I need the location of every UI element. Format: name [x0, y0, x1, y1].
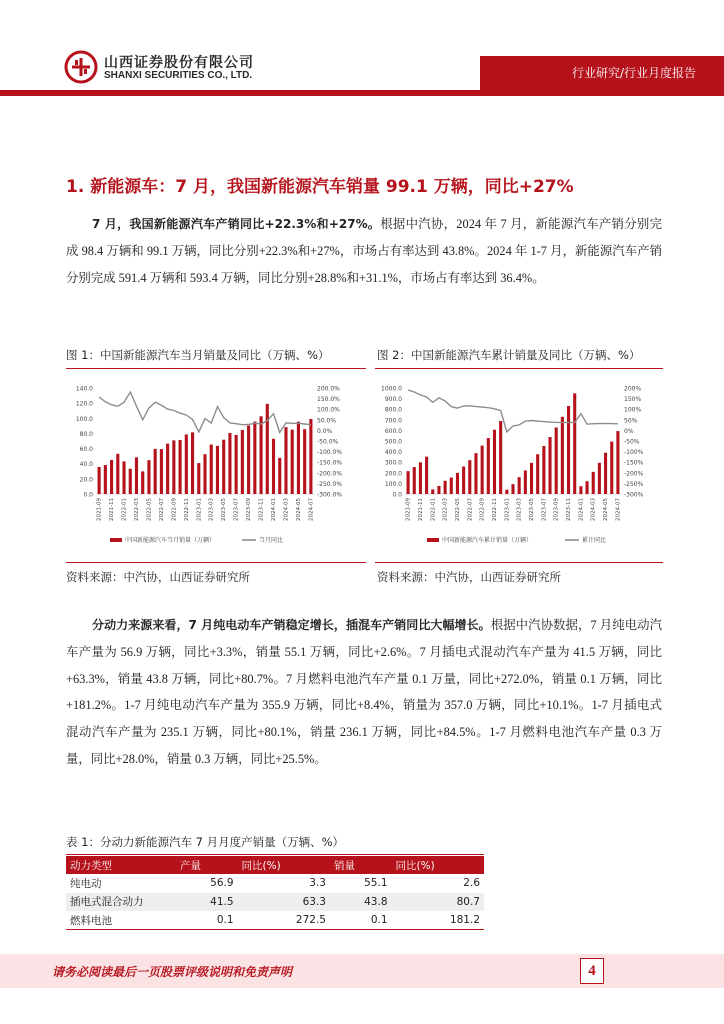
x-tick-label: 2023-01: [504, 498, 511, 521]
y-tick-label-left: 300.0: [384, 459, 402, 467]
bar: [505, 490, 508, 494]
bar: [309, 419, 312, 494]
table-row: [66, 893, 484, 912]
table-cell: 63.3: [238, 893, 330, 912]
bar: [303, 429, 306, 494]
x-tick-label: 2023-03: [516, 498, 523, 521]
bar: [474, 453, 477, 494]
bar: [598, 463, 601, 494]
table-cell: 插电式混合动力: [66, 893, 176, 912]
table-1-rule: [66, 854, 484, 855]
y-tick-label-right: -250.0%: [317, 480, 343, 488]
x-tick-label: 2023-11: [258, 498, 265, 521]
x-tick-label: 2022-01: [121, 498, 128, 521]
y-tick-label-right: -300%: [624, 491, 644, 499]
y-tick-label-left: 140.0: [75, 385, 93, 393]
table-cell: 3.3: [309, 877, 326, 890]
bar: [561, 417, 564, 494]
table-header-cell: 同比(%): [238, 856, 330, 874]
table-1-title: 表 1：分动力新能源汽车 7 月月度产销量（万辆、%）: [66, 835, 345, 849]
bar: [110, 460, 113, 494]
y-tick-label-left: 800.0: [384, 406, 402, 414]
x-tick-label: 2024-01: [578, 498, 585, 521]
figure-1-bottom-rule: [66, 562, 366, 563]
bar: [407, 471, 410, 494]
x-tick-label: 2023-03: [208, 498, 215, 521]
y-tick-label-right: -150%: [624, 459, 644, 467]
x-tick-label: 2022-11: [183, 498, 190, 521]
table-header-cell: 动力类型: [66, 856, 176, 874]
table-cell: 56.9: [210, 877, 234, 890]
bar: [555, 427, 558, 494]
x-tick-label: 2024-05: [603, 498, 610, 521]
y-tick-label-right: -300.0%: [317, 491, 343, 499]
x-tick-label: 2022-01: [430, 498, 437, 521]
y-tick-label-right: -200%: [624, 470, 644, 478]
y-tick-label-left: 60.0: [79, 446, 93, 454]
y-tick-label-right: 200.0%: [317, 385, 340, 393]
y-tick-label-right: -50%: [624, 438, 640, 446]
legend-label-bar: 中国新能源汽车累计销量（万辆）: [442, 537, 533, 544]
bar: [579, 486, 582, 494]
x-tick-label: 2024-03: [590, 498, 597, 521]
series-line: [99, 392, 311, 432]
bar: [172, 440, 175, 494]
table-header-row: [66, 856, 484, 874]
paragraph-1: [66, 211, 662, 291]
bar: [413, 467, 416, 494]
section-title: 1. 新能源车：7 月，我国新能源汽车销量 99.1 万辆，同比+27%: [66, 177, 574, 197]
y-tick-label-left: 200.0: [384, 470, 402, 478]
figure-2-bottom-rule: [375, 562, 663, 563]
bar: [253, 422, 256, 494]
table-row: [66, 911, 484, 930]
bar: [179, 440, 182, 494]
bar: [431, 489, 434, 494]
bar: [247, 426, 250, 494]
bar: [518, 477, 521, 494]
table-cell: 41.5: [176, 893, 238, 912]
table-cell: 272.5: [238, 911, 330, 930]
bar: [116, 454, 119, 494]
bar: [481, 446, 484, 494]
bar: [129, 469, 132, 494]
x-tick-label: 2023-11: [566, 498, 573, 521]
table-cell: 2.6: [463, 877, 480, 890]
bar: [456, 473, 459, 494]
bar: [536, 454, 539, 494]
x-tick-label: 2022-03: [442, 498, 449, 521]
header-band: [480, 56, 724, 90]
x-tick-label: 2024-05: [295, 498, 302, 521]
bar: [241, 430, 244, 494]
table-row: [66, 874, 484, 893]
bar: [297, 422, 300, 494]
y-tick-label-right: 100.0%: [317, 406, 340, 414]
bar: [284, 427, 287, 494]
bar: [586, 481, 589, 494]
bar: [235, 435, 238, 494]
bar: [154, 449, 157, 494]
bar: [616, 431, 619, 494]
table-cell: 0.1: [176, 911, 238, 930]
table-header-cell: 产量: [176, 856, 238, 874]
company-name-en: SHANXI SECURITIES CO., LTD.: [104, 70, 253, 81]
x-tick-label: 2024-07: [308, 498, 315, 521]
y-tick-label-left: 100.0: [384, 480, 402, 488]
x-tick-label: 2022-07: [467, 498, 474, 521]
bar: [499, 421, 502, 494]
x-tick-label: 2023-01: [196, 498, 203, 521]
x-tick-label: 2024-01: [271, 498, 278, 521]
x-tick-label: 2022-11: [491, 498, 498, 521]
bar: [260, 416, 263, 494]
page-header: [0, 0, 724, 100]
y-tick-label-left: 40.0: [79, 461, 93, 469]
bar: [197, 463, 200, 494]
paragraph-2: [66, 612, 662, 773]
y-tick-label-left: 400.0: [384, 449, 402, 457]
x-tick-label: 2022-07: [158, 498, 165, 521]
x-tick-label: 2023-09: [246, 498, 253, 521]
bar: [166, 444, 169, 494]
y-tick-label-left: 500.0: [384, 438, 402, 446]
y-tick-label-right: -250%: [624, 480, 644, 488]
footer-disclaimer: 请务必阅读最后一页股票评级说明和免责声明: [52, 965, 293, 979]
bar: [573, 393, 576, 494]
y-tick-label-right: 150%: [624, 396, 642, 404]
y-tick-label-left: 700.0: [384, 417, 402, 425]
bar: [419, 462, 422, 494]
figure-1-title: 图 1：中国新能源汽车当月销量及同比（万辆、%）: [66, 348, 330, 362]
bar: [604, 453, 607, 494]
bar: [141, 471, 144, 494]
bar: [222, 440, 225, 494]
company-name-cn: 山西证券股份有限公司: [104, 55, 254, 71]
y-tick-label-left: 20.0: [79, 476, 93, 484]
figure-2-source: 资料来源：中汽协，山西证券研究所: [377, 570, 561, 584]
figure-1-chart: [66, 374, 366, 560]
x-tick-label: 2022-05: [146, 498, 153, 521]
figure-2-chart: [375, 374, 663, 560]
y-tick-label-right: -150.0%: [317, 459, 343, 467]
bar: [278, 458, 281, 494]
bar: [135, 457, 138, 494]
figure-1-top-rule: [66, 368, 366, 369]
bar: [147, 460, 150, 494]
table-header-cell: 销量: [330, 856, 392, 874]
x-tick-label: 2021-09: [405, 498, 412, 521]
y-tick-label-left: 100.0: [75, 415, 93, 423]
y-tick-label-left: 600.0: [384, 427, 402, 435]
y-tick-label-left: 0.0: [83, 491, 93, 499]
bar: [542, 446, 545, 494]
table-cell: 80.7: [392, 893, 484, 912]
bar: [530, 463, 533, 494]
legend-label-bar: 中国新能源汽车当月销量（万辆）: [125, 537, 216, 544]
bar: [160, 449, 163, 494]
company-logo-icon: [64, 50, 98, 84]
x-tick-label: 2024-03: [283, 498, 290, 521]
bar: [548, 437, 551, 494]
paragraph-2-body: 根据中汽协数据，7 月纯电动汽车产量为 56.9 万辆，同比+3.3%，销量 55.1 万辆，同比+2.6%。7 月插电式混动汽车产量为 41.5 万辆，同比+63.3%，销量 43.8 万辆，同比+80.7%。7 月燃料电池汽车产量 0.1 万量，同比+272.0%，销量 0.1 万辆，同比+181.2%。1-7 月纯电动汽车产量为 355.9 万辆，同比+8.4%，销量为 357.0 万辆，同比+10.1%。1-7 月插电式混动汽车产量为 235.1 万辆，同比+80.1%，销量 236.1 万辆，同比+84.5%。1-7 月燃料电池汽车产量 0.3 万量，同比+28.0%，销量 0.3 万辆，同比+25.5%。: [66, 618, 662, 766]
paragraph-2-lead: 分动力来源来看，7 月纯电动车产销稳定增长，插混车产销同比大幅增长。: [92, 618, 491, 632]
table-cell: 43.8: [330, 893, 392, 912]
y-tick-label-right: 150.0%: [317, 396, 340, 404]
bar: [462, 466, 465, 494]
x-tick-label: 2021-11: [109, 498, 116, 521]
y-tick-label-right: -200.0%: [317, 470, 343, 478]
y-tick-label-right: 50%: [624, 417, 638, 425]
bar: [104, 465, 107, 494]
x-tick-label: 2024-07: [615, 498, 622, 521]
x-tick-label: 2022-05: [454, 498, 461, 521]
x-tick-label: 2023-05: [221, 498, 228, 521]
table-cell: 0.1: [330, 911, 392, 930]
bar: [592, 472, 595, 494]
x-tick-label: 2022-09: [171, 498, 178, 521]
figure-2-top-rule: [375, 368, 663, 369]
x-tick-label: 2022-03: [133, 498, 140, 521]
x-tick-label: 2023-05: [529, 498, 536, 521]
bar: [291, 430, 294, 494]
table-cell: 181.2: [392, 911, 484, 930]
x-tick-label: 2022-09: [479, 498, 486, 521]
bar: [450, 478, 453, 494]
table-header-cell: 同比(%): [392, 856, 484, 874]
series-line: [408, 390, 618, 432]
y-tick-label-left: 900.0: [384, 396, 402, 404]
bar: [493, 430, 496, 494]
bar: [437, 486, 440, 494]
bar: [610, 442, 613, 494]
bar: [98, 467, 101, 494]
report-type: 行业研究/行业月度报告: [571, 66, 696, 80]
table-cell: 纯电动: [70, 877, 102, 890]
figure-2-title: 图 2：中国新能源汽车累计销量及同比（万辆、%）: [377, 348, 641, 362]
legend-label-line: 当月同比: [259, 537, 284, 544]
table-1: [66, 856, 484, 930]
bar: [228, 433, 231, 494]
bar: [524, 470, 527, 494]
x-tick-label: 2023-07: [541, 498, 548, 521]
legend-swatch-bar: [110, 538, 122, 542]
header-rule: [0, 90, 724, 96]
bar: [272, 439, 275, 494]
x-tick-label: 2023-07: [233, 498, 240, 521]
bar: [122, 461, 125, 494]
bar: [425, 457, 428, 494]
bar: [216, 446, 219, 494]
y-tick-label-left: 80.0: [79, 430, 93, 438]
bar: [567, 406, 570, 494]
y-tick-label-right: 50.0%: [317, 417, 337, 425]
y-tick-label-left: 0.0: [392, 491, 402, 499]
paragraph-1-lead: 7 月，我国新能源汽车产销同比+22.3%和+27%。: [92, 217, 381, 231]
y-tick-label-right: -100.0%: [317, 449, 343, 457]
y-tick-label-right: 0.0%: [317, 427, 333, 435]
paragraph-1-body: 根据中汽协，2024 年 7 月，新能源汽车产销分别完成 98.4 万辆和 99.1 万辆，同比分别+22.3%和+27%，市场占有率达到 43.8%。2024 年 1-7 月，新能源汽车产销分别完成 591.4 万辆和 593.4 万辆，同比分别+28.8%和+31.1%，市场占有率达到 36.4%。: [66, 217, 662, 285]
x-tick-label: 2021-11: [417, 498, 424, 521]
bar: [185, 434, 188, 494]
y-tick-label-left: 1000.0: [381, 385, 402, 393]
legend-label-line: 累计同比: [582, 537, 607, 544]
bar: [266, 404, 269, 494]
bar: [444, 481, 447, 494]
bar: [203, 454, 206, 494]
table-cell: 燃料电池: [66, 911, 176, 930]
bar: [468, 460, 471, 494]
y-tick-label-left: 120.0: [75, 400, 93, 408]
y-tick-label-right: -100%: [624, 449, 644, 457]
table-cell: 55.1: [364, 877, 388, 890]
bar: [191, 432, 194, 494]
y-tick-label-right: 200%: [624, 385, 642, 393]
x-tick-label: 2023-09: [553, 498, 560, 521]
figure-1-source: 资料来源：中汽协，山西证券研究所: [66, 570, 250, 584]
y-tick-label-right: -50.0%: [317, 438, 339, 446]
bar: [210, 445, 213, 494]
bar: [487, 438, 490, 494]
y-tick-label-right: 100%: [624, 406, 642, 414]
page-number: 4: [580, 958, 604, 984]
bar: [511, 484, 514, 494]
legend-swatch-bar: [427, 538, 439, 542]
y-tick-label-right: 0%: [624, 427, 634, 435]
x-tick-label: 2021-09: [96, 498, 103, 521]
